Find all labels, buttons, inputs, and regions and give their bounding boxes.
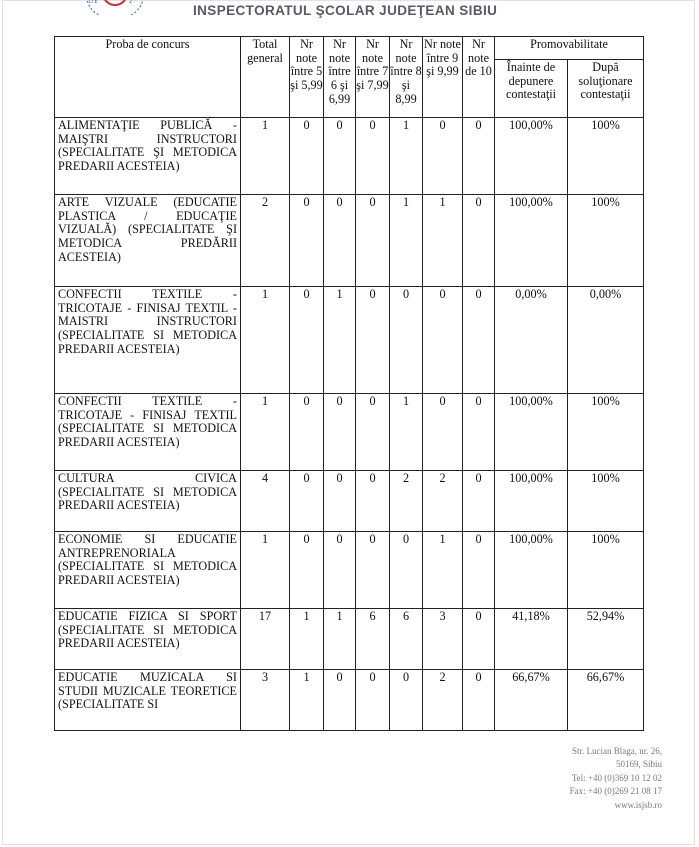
cell-nr-10: 0: [463, 118, 495, 195]
document-page: [2, 0, 695, 845]
cell-nr-7: 0: [356, 287, 390, 394]
table-row: [55, 118, 644, 195]
cell-promo-after: 52,94%: [568, 609, 644, 670]
logo-initials: D E: [89, 0, 98, 5]
cell-nr-9: 2: [423, 471, 463, 532]
header-total: Total general: [241, 37, 290, 118]
header-promo-after: După soluţionare contestaţii: [568, 60, 644, 118]
cell-promo-after: 100%: [568, 471, 644, 532]
cell-total: 17: [241, 609, 290, 670]
cell-nr-10: 0: [463, 394, 495, 471]
cell-nr-9: 3: [423, 609, 463, 670]
cell-probe: EDUCATIE FIZICA SI SPORT (SPECIALITATE SI METODICA PREDARII ACESTEIA): [55, 609, 241, 670]
cell-promo-before: 100,00%: [495, 195, 568, 287]
cell-nr-6: 0: [324, 670, 356, 731]
cell-nr-6: 0: [324, 118, 356, 195]
cell-total: 4: [241, 471, 290, 532]
cell-total: 2: [241, 195, 290, 287]
cell-promo-before: 0,00%: [495, 287, 568, 394]
table-row: [55, 532, 644, 609]
cell-nr-5: 0: [290, 532, 324, 609]
cell-nr-8: 1: [390, 394, 423, 471]
cell-promo-after: 0,00%: [568, 287, 644, 394]
cell-total: 3: [241, 670, 290, 731]
header-promo-before: Înainte de depunere contestaţii: [495, 60, 568, 118]
footer-web[interactable]: www.isjsb.ro: [614, 799, 662, 810]
svg-text:2 ·: 2 ·: [129, 0, 136, 5]
cell-nr-7: 0: [356, 532, 390, 609]
header-nr-7: Nr note între 7 şi 7,99: [356, 37, 390, 118]
table-row: [55, 394, 644, 471]
cell-nr-7: 0: [356, 195, 390, 287]
cell-nr-5: 0: [290, 394, 324, 471]
cell-nr-9: 1: [423, 532, 463, 609]
footer-tel: Tel: +40 (0)369 10 12 02: [571, 772, 662, 783]
cell-nr-5: 0: [290, 195, 324, 287]
cell-nr-10: 0: [463, 609, 495, 670]
cell-nr-8: 6: [390, 609, 423, 670]
cell-nr-7: 0: [356, 118, 390, 195]
header-nr-6: Nr note între 6 şi 6,99: [324, 37, 356, 118]
cell-promo-before: 100,00%: [495, 118, 568, 195]
cell-nr-9: 0: [423, 287, 463, 394]
page-title: INSPECTORATUL ŞCOLAR JUDEŢEAN SIBIU: [193, 3, 498, 18]
cell-nr-10: 0: [463, 287, 495, 394]
cell-nr-8: 0: [390, 670, 423, 731]
cell-promo-before: 100,00%: [495, 471, 568, 532]
cell-nr-6: 1: [324, 287, 356, 394]
cell-nr-5: 0: [290, 471, 324, 532]
cell-nr-5: 0: [290, 287, 324, 394]
cell-promo-before: 41,18%: [495, 609, 568, 670]
table-row: [55, 195, 644, 287]
cell-promo-before: 66,67%: [495, 670, 568, 731]
cell-probe: ARTE VIZUALE (EDUCATIE PLASTICA / EDUCAŢIE VIZUALĂ) (SPECIALITATE ŞI METODICA PREDĂRII ACESTEIA): [55, 195, 241, 287]
cell-promo-after: 66,67%: [568, 670, 644, 731]
cell-nr-10: 0: [463, 670, 495, 731]
cell-nr-8: 0: [390, 532, 423, 609]
header-promovabilitate: Promovabilitate: [495, 37, 644, 60]
logo-seal-icon: [103, 0, 127, 5]
footer-address-line2: 50169, Sibiu: [615, 759, 662, 770]
cell-nr-6: 1: [324, 609, 356, 670]
cell-promo-before: 100,00%: [495, 532, 568, 609]
cell-nr-9: 2: [423, 670, 463, 731]
cell-nr-7: 0: [356, 670, 390, 731]
cell-nr-8: 1: [390, 118, 423, 195]
cell-promo-after: 100%: [568, 118, 644, 195]
cell-nr-8: 1: [390, 195, 423, 287]
cell-nr-6: 0: [324, 532, 356, 609]
cell-nr-6: 0: [324, 471, 356, 532]
cell-probe: CONFECTII TEXTILE - TRICOTAJE - FINISAJ TEXTIL - MAISTRI INSTRUCTORI (SPECIALITATE SI METODICA PREDARII ACESTEIA): [55, 287, 241, 394]
footer-fax: Fax: +40 (0)269 21 08 17: [569, 786, 662, 797]
cell-nr-10: 0: [463, 471, 495, 532]
footer-address-line1: Str. Lucian Blaga, nr. 26,: [572, 746, 662, 756]
cell-total: 1: [241, 394, 290, 471]
header-nr-9: Nr note între 9 şi 9,99: [423, 37, 463, 118]
table-row: [55, 471, 644, 532]
inspectorate-logo-icon: [83, 0, 147, 15]
cell-nr-9: 0: [423, 118, 463, 195]
cell-probe: CONFECTII TEXTILE - TRICOTAJE - FINISAJ TEXTIL (SPECIALITATE SI METODICA PREDARII ACESTEIA): [55, 394, 241, 471]
results-table-body: [55, 118, 644, 731]
cell-promo-before: 100,00%: [495, 394, 568, 471]
cell-total: 1: [241, 118, 290, 195]
cell-nr-8: 0: [390, 287, 423, 394]
cell-probe: ECONOMIE SI EDUCATIE ANTREPRENORIALA (SPECIALITATE SI METODICA PREDARII ACESTEIA): [55, 532, 241, 609]
table-row: [55, 287, 644, 394]
cell-nr-9: 1: [423, 195, 463, 287]
cell-nr-5: 1: [290, 609, 324, 670]
header-nr-10: Nr note de 10: [463, 37, 495, 118]
cell-promo-after: 100%: [568, 532, 644, 609]
results-table: [54, 36, 644, 731]
cell-nr-6: 0: [324, 195, 356, 287]
header-nr-5: Nr note între 5 şi 5,99: [290, 37, 324, 118]
table-row: [55, 609, 644, 670]
cell-nr-7: 0: [356, 471, 390, 532]
header-probe: Proba de concurs: [55, 37, 241, 118]
cell-probe: CULTURA CIVICA (SPECIALITATE SI METODICA PREDARII ACESTEIA): [55, 471, 241, 532]
cell-nr-5: 1: [290, 670, 324, 731]
cell-nr-5: 0: [290, 118, 324, 195]
cell-nr-6: 0: [324, 394, 356, 471]
cell-probe: ALIMENTAŢIE PUBLICĂ - MAIŞTRI INSTRUCTORI (SPECIALITATE ŞI METODICA PREDARII ACESTEIA): [55, 118, 241, 195]
cell-nr-7: 0: [356, 394, 390, 471]
cell-total: 1: [241, 287, 290, 394]
cell-nr-8: 2: [390, 471, 423, 532]
cell-total: 1: [241, 532, 290, 609]
contact-footer: [570, 745, 662, 812]
cell-promo-after: 100%: [568, 195, 644, 287]
cell-promo-after: 100%: [568, 394, 644, 471]
header-nr-8: Nr note între 8 şi 8,99: [390, 37, 423, 118]
cell-nr-10: 0: [463, 532, 495, 609]
table-row: [55, 670, 644, 731]
cell-probe: EDUCATIE MUZICALA SI STUDII MUZICALE TEORETICE (SPECIALITATE SI: [55, 670, 241, 731]
cell-nr-10: 0: [463, 195, 495, 287]
cell-nr-9: 0: [423, 394, 463, 471]
cell-nr-7: 6: [356, 609, 390, 670]
header-row-top: [55, 37, 644, 60]
